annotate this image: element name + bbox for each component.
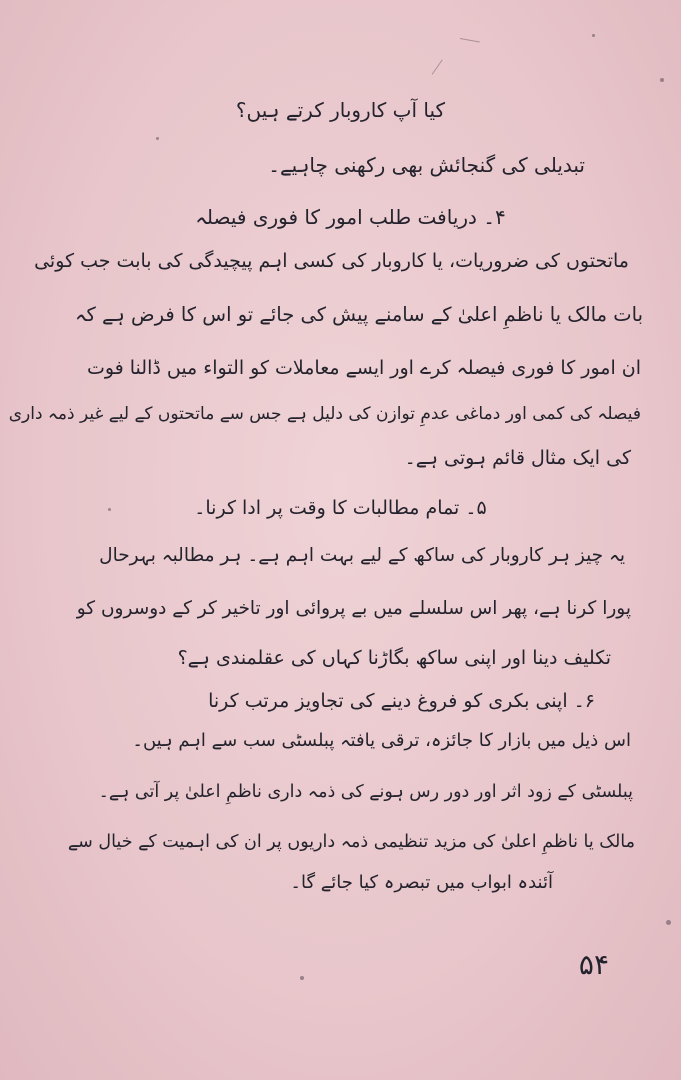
section-heading-4: ۴۔ دریافت طلب امور کا فوری فیصلہ xyxy=(195,205,506,229)
text-line: پورا کرنا ہے، پھر اس سلسلے میں بے پروائی اور تاخیر کر کے دوسروں کو xyxy=(76,598,631,619)
text-line: پبلسٹی کے زود اثر اور دور رس ہونے کی ذمہ داری ناظمِ اعلیٰ پر آتی ہے۔ xyxy=(98,782,633,802)
text-line: ان امور کا فوری فیصلہ کرے اور ایسے معاملات کو التواء میں ڈالنا فوت xyxy=(86,357,641,379)
scan-scratch xyxy=(432,59,443,74)
text-line: بات مالک یا ناظمِ اعلیٰ کے سامنے پیش کی جائے تو اس کا فرض ہے کہ xyxy=(75,303,643,326)
page-heading: کیا آپ کاروبار کرتے ہیں؟ xyxy=(235,98,446,122)
ink-speck xyxy=(108,508,111,511)
ink-speck xyxy=(592,34,595,37)
text-line: تکلیف دینا اور اپنی ساکھ بگاڑنا کہاں کی عقلمندی ہے؟ xyxy=(177,647,611,669)
page-number: ۵۴ xyxy=(578,948,609,981)
section-heading-5: ۵۔ تمام مطالبات کا وقت پر ادا کرنا۔ xyxy=(194,497,487,519)
text-line: اس ذیل میں بازار کا جائزہ، ترقی یافتہ پبلسٹی سب سے اہم ہیں۔ xyxy=(132,730,631,751)
section-heading-6: ۶۔ اپنی بکری کو فروغ دینے کی تجاویز مرتب کرنا xyxy=(208,690,595,712)
text-line: فیصلہ کی کمی اور دماغی عدمِ توازن کی دلیل ہے جس سے ماتحتوں کے لیے غیر ذمہ داری xyxy=(8,404,641,424)
ink-speck xyxy=(660,78,664,82)
ink-speck xyxy=(666,920,671,925)
ink-speck xyxy=(156,137,159,140)
text-line: کی ایک مثال قائم ہوتی ہے۔ xyxy=(404,447,631,469)
text-line: آئندہ ابواب میں تبصرہ کیا جائے گا۔ xyxy=(290,872,553,893)
ink-speck xyxy=(300,976,304,980)
text-line: مالک یا ناظمِ اعلیٰ کی مزید تنظیمی ذمہ داریوں پر ان کی اہمیت کے خیال سے xyxy=(67,832,635,852)
text-line: یہ چیز ہر کاروبار کی ساکھ کے لیے بہت اہم ہے۔ ہر مطالبہ بہرحال xyxy=(99,545,625,566)
scan-scratch xyxy=(460,38,480,42)
text-line: تبدیلی کی گنجائش بھی رکھنی چاہیے۔ xyxy=(268,153,585,177)
text-line: ماتحتوں کی ضروریات، یا کاروبار کی کسی اہم پیچیدگی کی بابت جب کوئی xyxy=(34,250,629,272)
